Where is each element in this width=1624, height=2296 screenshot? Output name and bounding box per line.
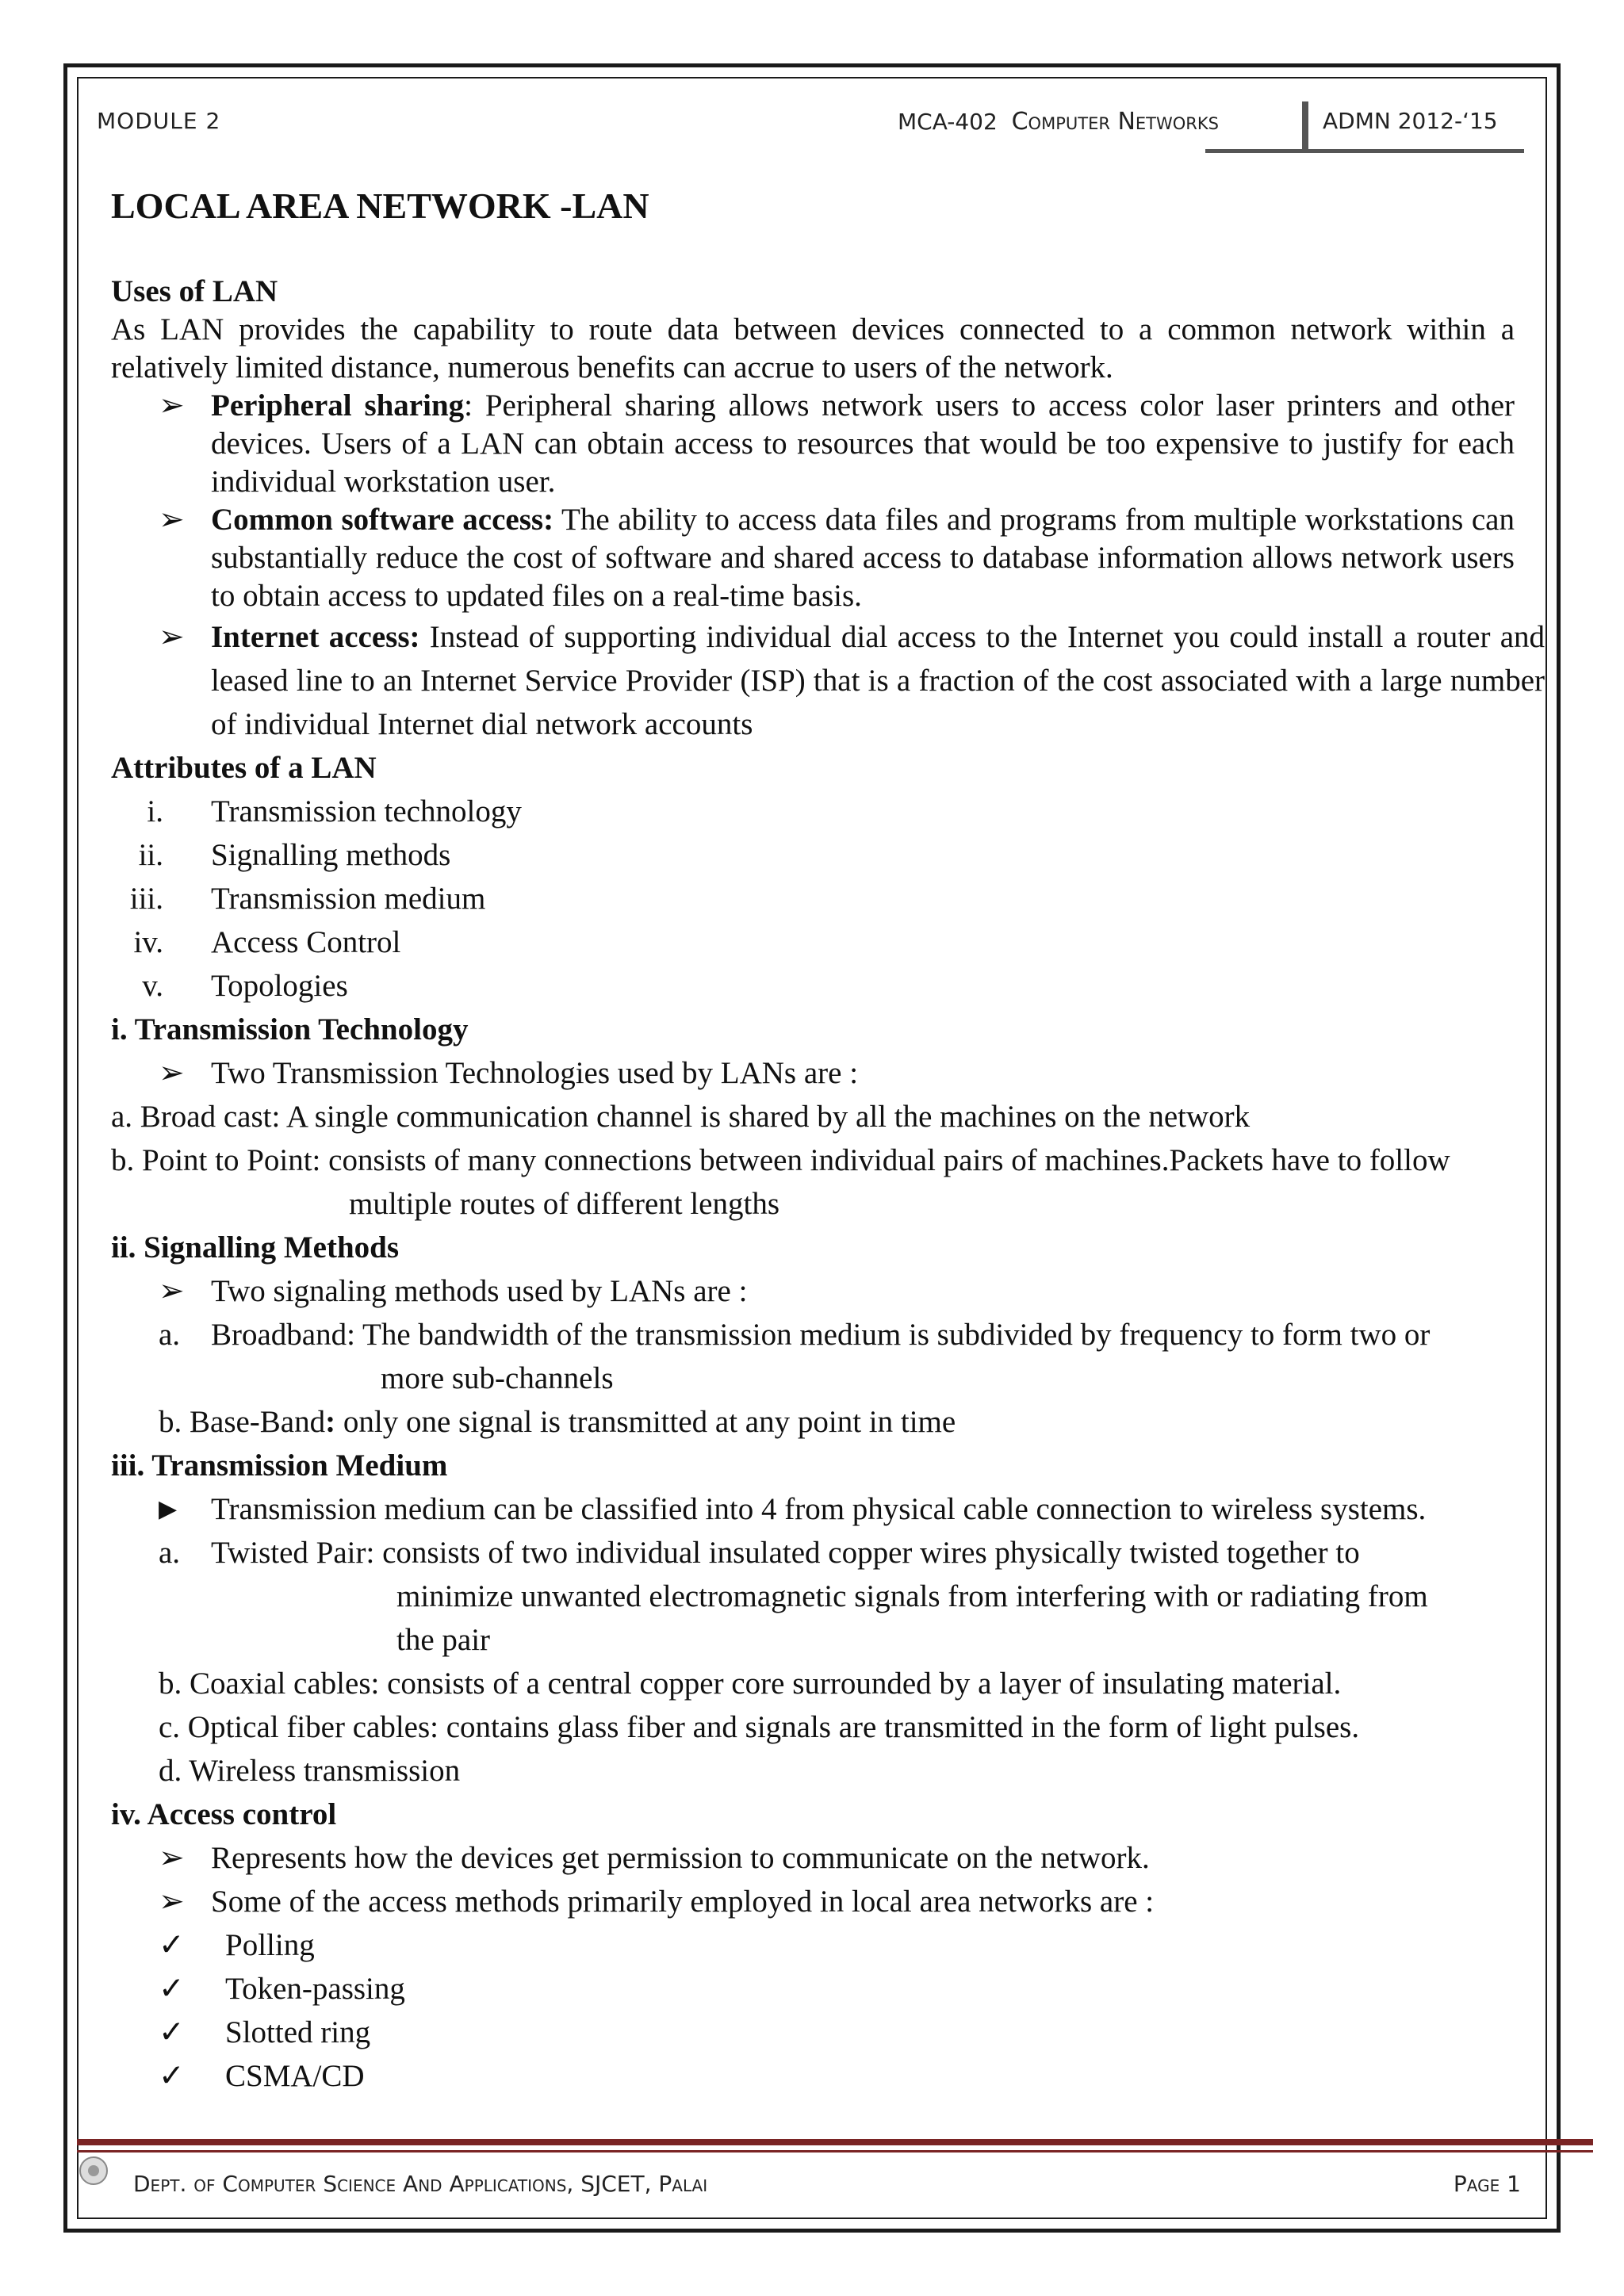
arrow-bullet-icon: ➢ xyxy=(159,388,185,423)
signalling-heading: ii. Signalling Methods xyxy=(111,1230,399,1265)
list-item: ✓ CSMA/CD xyxy=(111,2054,1515,2098)
arrow-bullet-icon: ➢ xyxy=(159,1274,185,1308)
transmission-technology-heading: i. Transmission Technology xyxy=(111,1012,469,1047)
course-code: MCA-402 xyxy=(898,109,998,135)
list-item: ➢ Two signaling methods used by LANs are : xyxy=(111,1269,1515,1313)
access-control-heading: iv. Access control xyxy=(111,1797,337,1831)
twisted-pair-continuation: the pair xyxy=(396,1623,491,1657)
bullet-text: The ability to access data files and programs from multiple workstations can substantially reduce the cost of software and shared access to database information allows network users to obtain access to updated files on a real-time basis. xyxy=(211,503,1515,613)
page-number: Page 1 xyxy=(1453,2171,1521,2197)
check-icon: ✓ xyxy=(159,1972,185,2006)
twisted-pair-definition: a. Twisted Pair: consists of two individual insulated copper wires physically twisted together to xyxy=(159,1536,1360,1570)
list-item: iv. Access Control xyxy=(133,925,401,959)
optical-fiber-definition: c. Optical fiber cables: contains glass fiber and signals are transmitted in the form of light pulses. xyxy=(159,1710,1360,1744)
module-label: MODULE 2 xyxy=(97,108,221,134)
broadband-continuation: more sub-channels xyxy=(381,1361,614,1395)
point-to-point-definition: b. Point to Point: consists of many connections between individual pairs of machines.Packets have to follow xyxy=(111,1143,1450,1177)
list-item: iii. Transmission medium xyxy=(129,882,486,916)
list-item xyxy=(111,615,1545,746)
arrow-bullet-icon: ➢ xyxy=(159,1056,185,1090)
list-item: v. Topologies xyxy=(142,969,348,1003)
uses-heading: Uses of LAN xyxy=(111,274,278,308)
arrow-bullet-icon: ➢ xyxy=(159,503,185,537)
list-item: ➢ Some of the access methods primarily employed in local area networks are : xyxy=(111,1880,1515,1923)
page-header xyxy=(97,101,1524,152)
wireless-definition: d. Wireless transmission xyxy=(159,1754,461,1788)
list-item: ✓ Polling xyxy=(111,1923,1515,1967)
footer-rule xyxy=(77,2139,1593,2145)
document-body xyxy=(111,181,1545,2098)
bullet-term: Peripheral sharing xyxy=(211,388,465,423)
page-title: LOCAL AREA NETWORK -LAN xyxy=(111,186,649,226)
list-item: i. Transmission technology xyxy=(147,794,522,828)
uses-intro: As LAN provides the capability to route data between devices connected to a common network within a relatively limited distance, numerous benefits can accrue to users of the network. xyxy=(111,312,1515,385)
attributes-heading: Attributes of a LAN xyxy=(111,751,377,785)
course-label xyxy=(898,108,1219,136)
list-item: ➢ Two Transmission Technologies used by LANs are : xyxy=(111,1051,1515,1095)
list-item: ✓ Token-passing xyxy=(111,1967,1515,2011)
list-item: ▶ Transmission medium can be classified into 4 from physical cable connection to wireless systems. xyxy=(111,1487,1515,1531)
footer-rule xyxy=(77,2150,1593,2152)
bullet-text: Peripheral sharing allows network users to access color laser printers and other devices. Users of a LAN can obtain access to resources that would be too expensive to justify for each individual workstation user. xyxy=(211,388,1515,499)
list-item: ➢ Peripheral sharing: Peripheral sharing allows network users to access color laser printers and other devices. Users of a LAN can obtain access to resources that would be too expensive to justify for each individual workstation user. xyxy=(159,388,1515,499)
bullet-term: Internet access: xyxy=(211,620,420,654)
arrow-bullet-icon: ➢ xyxy=(159,620,185,654)
list-item: ➢ Represents how the devices get permission to communicate on the network. xyxy=(111,1836,1515,1880)
check-icon: ✓ xyxy=(159,2015,185,2049)
point-to-point-continuation: multiple routes of different lengths xyxy=(349,1187,779,1221)
list-item: ii. Signalling methods xyxy=(138,838,451,872)
coaxial-definition: b. Coaxial cables: consists of a central copper core surrounded by a layer of insulating material. xyxy=(159,1667,1342,1701)
bullet-text: Instead of supporting individual dial access to the Internet you could install a router and leased line to an Internet Service Provider (ISP) that is a fraction of the cost associated with a large number of individual Internet dial network accounts xyxy=(211,620,1545,741)
course-name: Computer Networks xyxy=(1011,108,1219,136)
twisted-pair-continuation: minimize unwanted electromagnetic signals from interfering with or radiating from xyxy=(396,1579,1428,1613)
triangle-bullet-icon: ▶ xyxy=(159,1496,178,1522)
broadcast-definition: a. Broad cast: A single communication channel is shared by all the machines on the network xyxy=(111,1100,1251,1134)
college-logo-icon xyxy=(79,2156,108,2185)
batch-label: ADMN 2012-‘15 xyxy=(1323,108,1498,134)
bullet-term: Common software access: xyxy=(211,503,554,537)
check-icon: ✓ xyxy=(159,2059,185,2093)
baseband-definition: b. Base-Band: only one signal is transmitted at any point in time xyxy=(159,1405,956,1439)
medium-heading: iii. Transmission Medium xyxy=(111,1448,448,1483)
arrow-bullet-icon: ➢ xyxy=(159,1885,185,1919)
header-rule xyxy=(1205,149,1524,153)
broadband-definition: a. Broadband: The bandwidth of the transmission medium is subdivided by frequency to form two or xyxy=(159,1318,1431,1352)
arrow-bullet-icon: ➢ xyxy=(159,1841,185,1875)
list-item xyxy=(111,501,1515,615)
check-icon: ✓ xyxy=(159,1928,185,1962)
list-item: ✓ Slotted ring xyxy=(111,2011,1515,2054)
header-divider xyxy=(1302,101,1308,151)
footer-department: Dept. of Computer Science And Applications, SJCET, Palai xyxy=(133,2171,708,2197)
